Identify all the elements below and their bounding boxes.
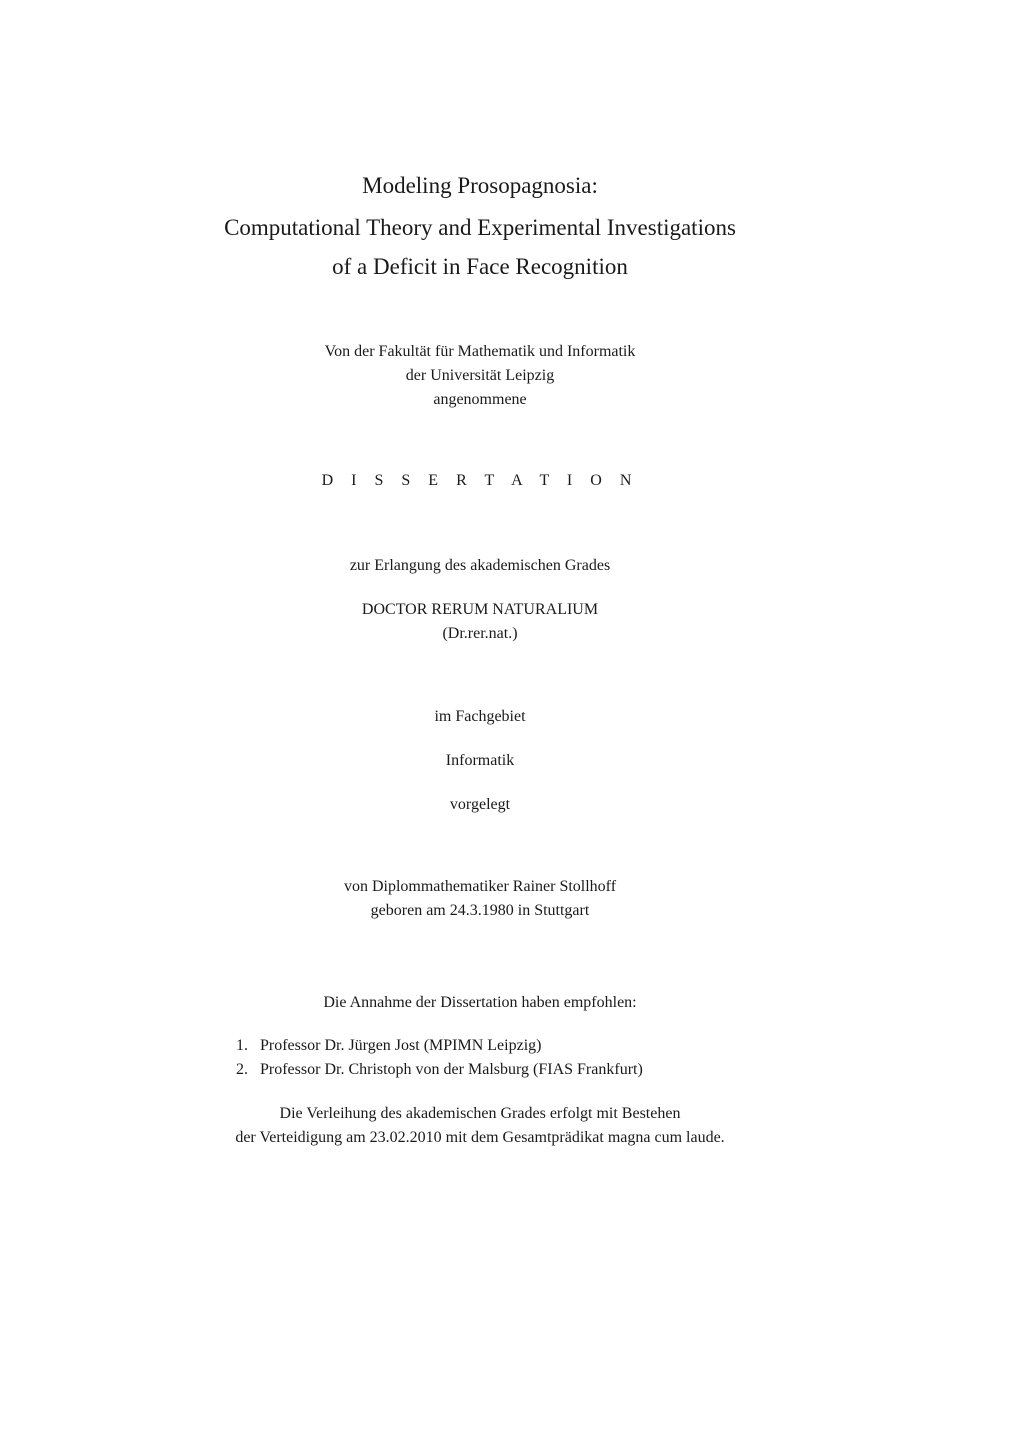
title-line-1: Modeling Prosopagnosia:: [362, 173, 598, 198]
faculty-line-2: der Universität Leipzig: [405, 367, 555, 384]
conferral-line-2: der Verteidigung am 23.02.2010 mit dem Gesamtprädikat magna cum laude.: [235, 1129, 725, 1146]
reviewer-text: Professor Dr. Christoph von der Malsburg (FIAS Frankfurt): [260, 1061, 643, 1078]
dissertation-label: D I S S E R T A T I O N: [321, 472, 639, 489]
reviewer-number: 2.: [236, 1061, 248, 1078]
degree-abbrev: (Dr.rer.nat.): [442, 625, 518, 642]
field-name: Informatik: [445, 752, 515, 769]
conferral-line-1: Die Verleihung des akademischen Grades erfolgt mit Bestehen: [279, 1105, 681, 1122]
faculty-line-1: Von der Fakultät für Mathematik und Informatik: [324, 343, 636, 360]
author-line-1: von Diplommathematiker Rainer Stollhoff: [343, 878, 617, 895]
reviewer-number: 1.: [236, 1037, 248, 1054]
degree-name: DOCTOR RERUM NATURALIUM: [361, 601, 599, 618]
reviewer-item-2: [236, 1060, 643, 1080]
title-line-2: Computational Theory and Experimental Investigations: [224, 215, 736, 240]
degree-purpose: zur Erlangung des akademischen Grades: [349, 557, 611, 574]
reviewer-item-1: [236, 1036, 541, 1056]
title-line-3: of a Deficit in Face Recognition: [332, 254, 628, 279]
recommendation-intro: Die Annahme der Dissertation haben empfohlen:: [323, 994, 637, 1011]
submitted-label: vorgelegt: [449, 796, 511, 813]
field-intro: im Fachgebiet: [434, 708, 526, 725]
author-line-2: geboren am 24.3.1980 in Stuttgart: [370, 902, 590, 919]
faculty-line-3: angenommene: [433, 391, 527, 408]
reviewer-text: Professor Dr. Jürgen Jost (MPIMN Leipzig): [260, 1037, 542, 1054]
